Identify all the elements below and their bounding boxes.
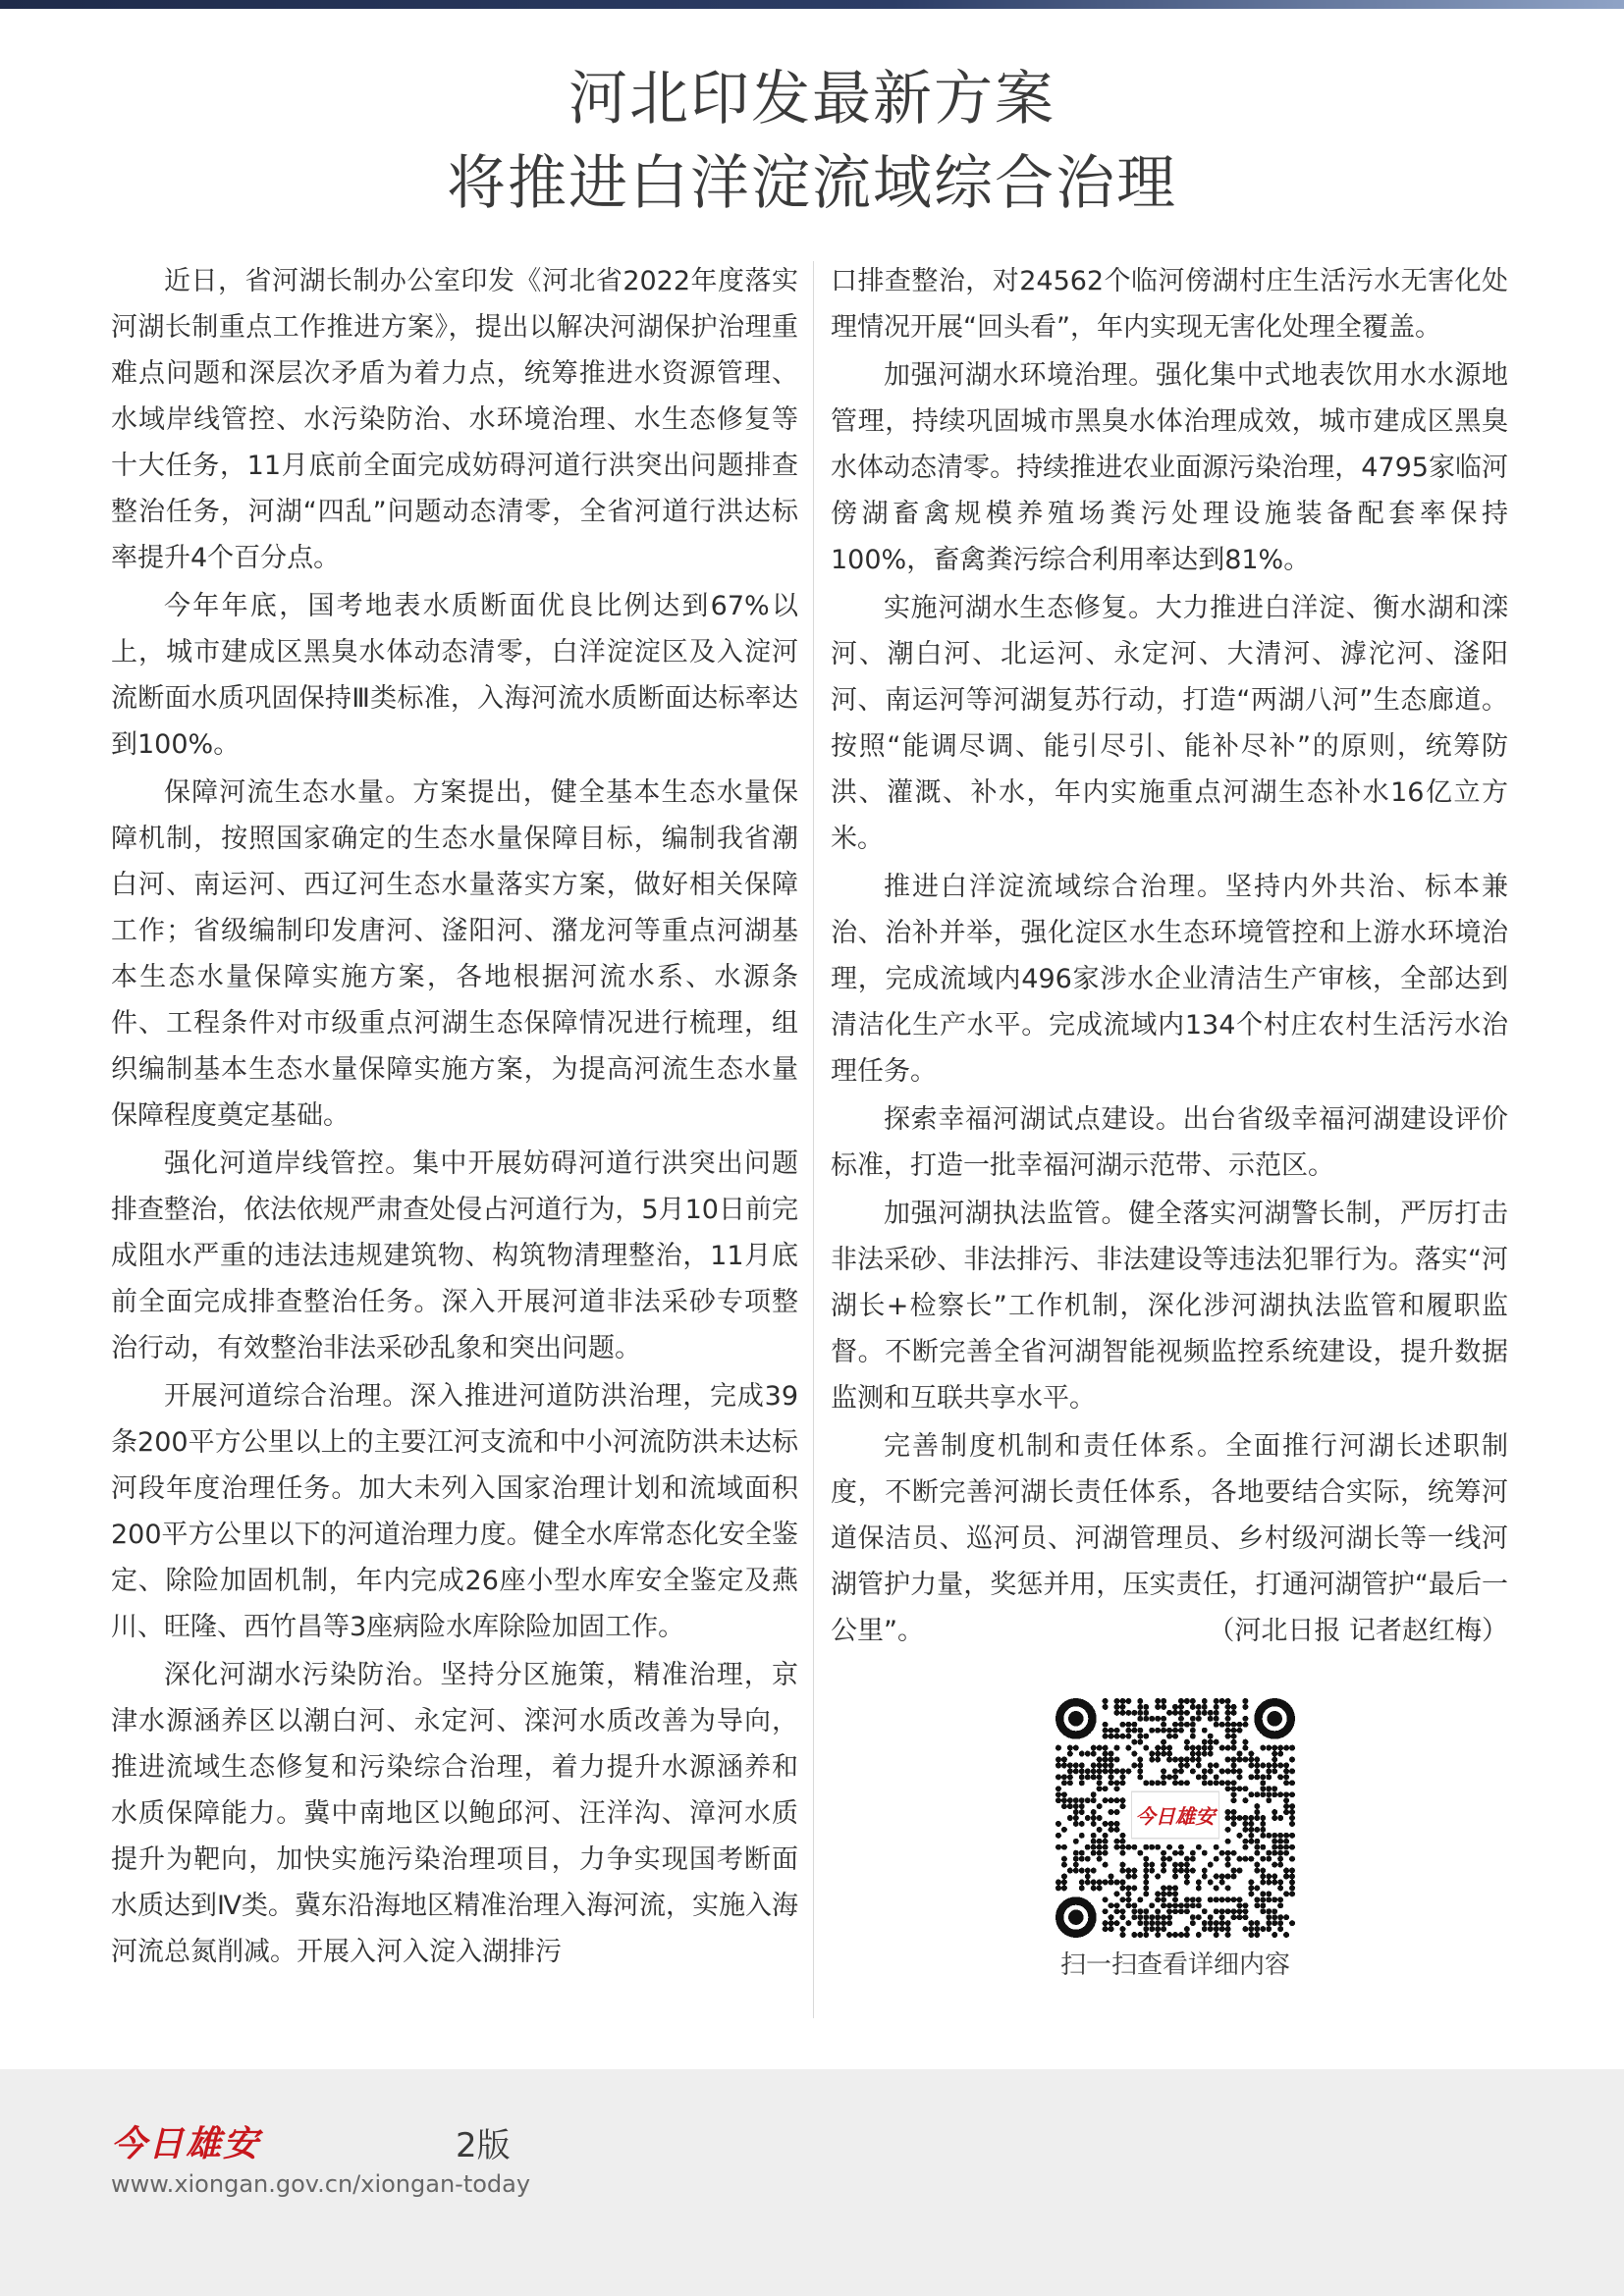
paragraph: 开展河道综合治理。深入推进河道防洪治理，完成39条200平方公里以上的主要江河支流和中小河流防洪未达标河段年度治理任务。加大未列入国家治理计划和流域面积200平方公里以下的河道治理力度。健全水库常态化安全鉴定、除险加固机制，年内完成26座小型水库安全鉴定及燕川、旺隆、西竹昌等3座病险水库除险加固工作。 xyxy=(111,1381,798,1642)
paragraph: 加强河湖执法监管。健全落实河湖警长制，严厉打击非法采砂、非法排污、非法建设等违法犯罪行为。落实“河湖长+检察长”工作机制，深化涉河湖执法监管和履职监督。不断完善全省河湖智能视频监控系统建设，提升数据监测和互联共享水平。 xyxy=(831,1199,1508,1414)
paragraph: 保障河流生态水量。方案提出，健全基本生态水量保障机制，按照国家确定的生态水量保障目标，编制我省潮白河、南运河、西辽河生态水量落实方案，做好相关保障工作；省级编制印发唐河、滏阳河、潴龙河等重点河湖基本生态水量保障实施方案，各地根据河流水系、水源条件、工程条件对市级重点河湖生态保障情况进行梳理，组织编制基本生态水量保障实施方案，为提高河流生态水量保障程度奠定基础。 xyxy=(111,777,798,1131)
paragraph: 口排查整治，对24562个临河傍湖村庄生活污水无害化处理情况开展“回头看”，年内实现无害化处理全覆盖。 xyxy=(831,266,1508,343)
byline: （河北日报 记者赵红梅） xyxy=(1208,1616,1508,1646)
qr-center-logo: 今日雄安 xyxy=(1135,1804,1216,1829)
paragraph: 推进白洋淀流域综合治理。坚持内外共治、标本兼治、治补并举，强化淀区水生态环境管控和上游水环境治理，完成流域内496家涉水企业清洁生产审核，全部达到清洁化生产水平。完成流域内134个村庄农村生活污水治理任务。 xyxy=(831,872,1508,1087)
paragraph: 强化河道岸线管控。集中开展妨碍河道行洪突出问题排查整治，依法依规严肃查处侵占河道行为，5月10日前完成阻水严重的违法违规建筑物、构筑物清理整治，11月底前全面完成排查整治任务。深入开展河道非法采砂专项整治行动，有效整治非法采砂乱象和突出问题。 xyxy=(111,1148,798,1363)
paragraph: 近日，省河湖长制办公室印发《河北省2022年度落实河湖长制重点工作推进方案》，提出以解决河湖保护治理重难点问题和深层次矛盾为着力点，统筹推进水资源管理、水域岸线管控、水污染防治、水环境治理、水生态修复等十大任务，11月底前全面完成妨碍河道行洪突出问题排查整治任务，河湖“四乱”问题动态清零，全省河道行洪达标率提升4个百分点。 xyxy=(111,266,798,573)
footer-url-link[interactable]: www.xiongan.gov.cn/xiongan-today xyxy=(111,2170,531,2198)
article-title xyxy=(0,57,1624,226)
article-column-left xyxy=(111,258,798,1977)
article-column-right xyxy=(831,258,1508,1656)
title-line-1: 河北印发最新方案 xyxy=(568,65,1056,133)
edition-number: 2版 xyxy=(456,2126,511,2165)
paragraph: 今年年底，国考地表水质断面优良比例达到67%以上，城市建成区黑臭水体动态清零，白洋淀淀区及入淀河流断面水质巩固保持Ⅲ类标准，入海河流水质断面达标率达到100%。 xyxy=(111,591,798,760)
top-decorative-bar xyxy=(0,0,1624,9)
qr-caption: 扫一扫查看详细内容 xyxy=(1059,1950,1290,1980)
qr-code-icon[interactable] xyxy=(1056,1698,1295,1938)
page-footer xyxy=(0,2069,1624,2296)
paragraph-text: 完善制度机制和责任体系。全面推行河湖长述职制度，不断完善河湖长责任体系，各地要结合实际，统筹河道保洁员、巡河员、河湖管理员、乡村级河湖长等一线河湖管护力量，奖惩并用，压实责任，打通河湖管护“最后一公里”。 xyxy=(831,1431,1508,1646)
paragraph: 深化河湖水污染防治。坚持分区施策，精准治理，京津水源涵养区以潮白河、永定河、滦河水质改善为导向，推进流域生态修复和污染综合治理，着力提升水源涵养和水质保障能力。冀中南地区以鲍邱河、汪洋沟、漳河水质提升为靶向，加快实施污染治理项目，力争实现国考断面水质达到Ⅳ类。冀东沿海地区精准治理入海河流，实施入海河流总氮削减。开展入河入淀入湖排污 xyxy=(111,1660,798,1967)
title-line-2: 将推进白洋淀流域综合治理 xyxy=(447,149,1177,218)
paragraph xyxy=(831,1423,1508,1654)
column-divider xyxy=(813,261,814,2018)
paragraph: 探索幸福河湖试点建设。出台省级幸福河湖建设评价标准，打造一批幸福河湖示范带、示范区。 xyxy=(831,1104,1508,1181)
paragraph: 加强河湖水环境治理。强化集中式地表饮用水水源地管理，持续巩固城市黑臭水体治理成效，城市建成区黑臭水体动态清零。持续推进农业面源污染治理，4795家临河傍湖畜禽规模养殖场粪污处理设施装备配套率保持100%，畜禽粪污综合利用率达到81%。 xyxy=(831,360,1508,575)
footer-logo: 今日雄安 xyxy=(111,2123,261,2164)
paragraph: 实施河湖水生态修复。大力推进白洋淀、衡水湖和滦河、潮白河、北运河、永定河、大清河、滹沱河、滏阳河、南运河等河湖复苏行动，打造“两湖八河”生态廊道。按照“能调尽调、能引尽引、能补尽补”的原则，统筹防洪、灌溉、补水，年内实施重点河湖生态补水16亿立方米。 xyxy=(831,593,1508,854)
qr-code-block xyxy=(1053,1698,1298,1983)
